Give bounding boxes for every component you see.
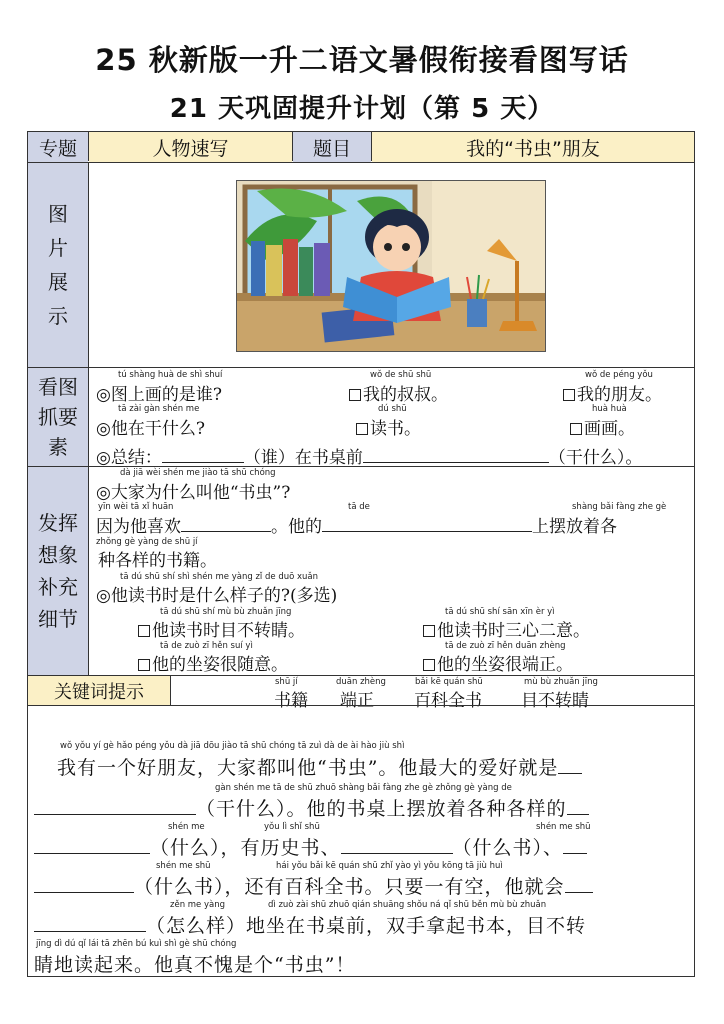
option-drawing[interactable] [570,414,635,439]
pinyin: dà jiā wèi shén me jiào tā shū chóng [120,468,276,478]
checkbox[interactable] [138,625,150,637]
option-casual-posture[interactable] [138,650,288,675]
option-text: 我的叔叔。 [363,385,448,405]
imagine-label-line: 细节 [38,607,78,631]
checkbox[interactable] [423,659,435,671]
writing-line-2 [34,794,589,821]
writing-blank[interactable] [341,839,453,854]
answer-blank-who[interactable] [162,448,244,463]
imagine-section-label [28,467,88,675]
pinyin: tā dú shū shí shì shén me yàng zǐ de duō xuǎn [120,572,319,582]
answer-line-reason [96,512,617,537]
imagine-label-line: 发挥 [38,511,78,535]
keywords-label: 关键词提示 [28,676,170,705]
pinyin: tā de zuò zī hěn suí yì [160,641,253,651]
pinyin: dú shū [378,404,407,414]
pinyin: gàn shén me tā de shū zhuō shàng bǎi fàng zhe gè zhǒng gè yàng de [215,783,512,793]
keyword: 书籍 [274,691,308,711]
pinyin: tā zài gàn shén me [118,404,200,414]
picture-label-char: 图 [48,202,68,226]
picture-label-char: 展 [48,270,68,294]
answer-blank-place[interactable] [322,517,532,532]
pinyin: duān zhèng [336,677,386,687]
elements-label-line: 看图 [38,375,78,399]
option-text: 他的坐姿很随意。 [152,655,288,675]
pinyin: dì zuò zài shū zhuō qián shuāng shǒu ná qǐ shū běn mù bù zhuǎn [268,900,547,910]
pinyin: shàng bǎi fàng zhe gè [572,502,667,512]
imagine-label-line: 补充 [38,575,78,599]
checkbox[interactable] [423,625,435,637]
reason-mid: 。他的 [271,517,322,537]
option-text: 读书。 [370,419,421,439]
writing-blank[interactable] [558,759,582,774]
reason-right: 上摆放着各 [532,517,617,537]
topic-value: 人物速写 [89,132,292,162]
keyword: 端正 [340,691,374,711]
writing-text: （什么书），还有百科全书。只要一有空，他就会 [134,876,565,898]
pinyin: tā de zuò zī hěn duān zhèng [445,641,566,651]
option-uncle[interactable] [349,380,448,405]
writing-blank[interactable] [563,839,587,854]
illustration-svg [237,181,546,352]
pinyin: bǎi kē quán shū [415,677,483,687]
option-friend[interactable] [563,380,662,405]
summary-end: （干什么）。 [548,448,643,468]
summary-line [96,443,642,468]
writing-blank[interactable] [567,800,589,815]
pinyin: zhǒng gè yàng de shū jí [96,537,198,547]
writing-blank[interactable] [34,878,134,893]
reason-text: 因为他喜欢 [96,517,181,537]
picture-label-char: 示 [48,304,68,328]
option-focused[interactable] [138,616,305,641]
checkbox[interactable] [570,423,582,435]
writing-line-6: 睛地读起来。他真不愧是个“书虫”！ [34,954,356,976]
question-how-read: ◎他读书时是什么样子的?(多选) [96,586,338,606]
checkbox[interactable] [563,389,575,401]
writing-text: （怎么样）地坐在书桌前，双手拿起书本，目不转 [146,915,587,937]
option-text: 他的坐姿很端正。 [437,655,573,675]
writing-text: （什么书）、 [452,837,564,859]
pinyin: shén me shū [156,861,211,871]
pinyin: shén me shū [536,822,591,832]
pinyin: wǒ de shū shū [370,370,432,380]
subject-label: 题目 [293,132,371,162]
elements-label-line: 素 [48,435,68,459]
pinyin: jīng dì dú qǐ lái tā zhēn bú kuì shì gè shū chóng [36,939,237,949]
topic-label: 专题 [28,132,88,162]
pinyin: huà huà [592,404,627,414]
checkbox[interactable] [356,423,368,435]
pinyin: hái yǒu bǎi kē quán shū zhǐ yào yì yǒu kōng tā jiù huì [276,861,503,871]
pinyin: tā dú shū shí sān xīn èr yì [445,607,555,617]
option-distracted[interactable] [423,616,590,641]
elements-section-label [28,368,88,466]
pinyin: tā de [348,502,370,512]
option-text: 我的朋友。 [577,385,662,405]
pinyin: wǒ yǒu yí gè hǎo péng yǒu dà jiā dōu jiào tā shū chóng tā zuì dà de ài hào jiù shì [60,741,405,751]
checkbox[interactable] [138,659,150,671]
picture-section-label [28,163,88,367]
summary-label: ◎总结： [96,448,162,468]
writing-line-4 [34,872,593,899]
pinyin: mù bù zhuǎn jīng [524,677,598,687]
keyword: 百科全书 [414,691,482,711]
keyword: 目不转睛 [521,691,589,711]
subject-value: 我的“书虫”朋友 [372,132,694,162]
checkbox[interactable] [349,389,361,401]
imagine-label-line: 想象 [38,543,78,567]
pinyin: shū jí [275,677,298,687]
writing-blank[interactable] [34,800,196,815]
option-text: 他读书时三心二意。 [437,621,590,641]
writing-line-3 [34,833,587,860]
page-title: 25 秋新版一升二语文暑假衔接看图写话 [95,43,629,77]
pinyin: yǒu lì shǐ shū [264,822,320,832]
pinyin: tā dú shū shí mù bù zhuǎn jīng [160,607,292,617]
writing-line-1 [57,753,582,780]
answer-blank-likes[interactable] [181,517,271,532]
pinyin: shén me [168,822,205,832]
pinyin: yīn wèi tā xǐ huān [98,502,174,512]
option-text: 画画。 [584,419,635,439]
option-reading[interactable] [356,414,421,439]
picture-label-char: 片 [48,236,68,260]
boy-reading-illustration [236,180,546,352]
pinyin: tú shàng huà de shì shuí [118,370,223,380]
writing-blank[interactable] [34,839,150,854]
question-why-bookworm: ◎大家为什么叫他“书虫”? [96,483,291,503]
summary-mid: （谁）在书桌前 [243,448,363,468]
question-who: ◎图上画的是谁? [96,385,222,405]
answer-blank-doing[interactable] [363,448,549,463]
pinyin: wǒ de péng yǒu [585,370,653,380]
question-what: ◎他在干什么? [96,419,205,439]
writing-line-5 [34,911,586,938]
writing-blank[interactable] [34,917,146,932]
option-text: 他读书时目不转睛。 [152,621,305,641]
writing-text: 我有一个好朋友，大家都叫他“书虫”。他最大的爱好就是 [57,757,559,779]
writing-text: （什么），有历史书、 [150,837,341,859]
writing-blank[interactable] [565,878,593,893]
elements-label-line: 抓要 [38,405,78,429]
page-subtitle: 21 天巩固提升计划（第 5 天） [169,94,555,124]
pinyin: zěn me yàng [170,900,226,910]
option-upright-posture[interactable] [423,650,573,675]
writing-text: （干什么）。他的书桌上摆放着各种各样的 [196,798,567,820]
answer-line-books: 种各样的书籍。 [98,551,217,571]
